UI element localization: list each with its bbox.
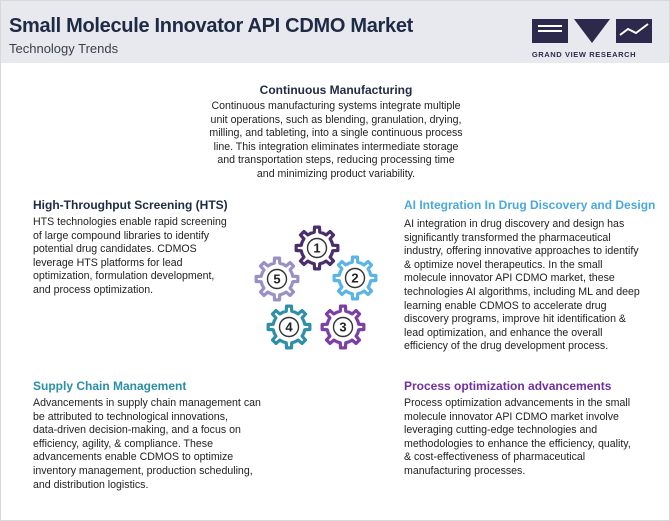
text-line: molecule innovator API CDMO market, these	[404, 272, 615, 285]
text-line: and distribution logistics.	[33, 478, 149, 491]
ai-integration-text	[404, 218, 666, 354]
process-optimization-title: Process optimization advancements	[404, 379, 612, 393]
text-line: inventory management, production scheduling,	[33, 464, 253, 477]
continuous-manufacturing-title: Continuous Manufacturing	[259, 83, 413, 97]
text-line: & cost-effectiveness of pharmaceutical	[404, 451, 586, 464]
text-line: line. This integration eliminates intermediate storage	[213, 140, 459, 153]
gear-4-icon	[268, 306, 310, 348]
gear-number: 4	[285, 319, 293, 335]
text-line: optimization, formulation development,	[33, 270, 215, 283]
continuous-manufacturing-text	[184, 100, 488, 182]
gear-number: 2	[351, 270, 359, 286]
text-line: and transportation steps, reducing processing time	[217, 154, 455, 167]
gear-number: 1	[313, 240, 321, 256]
brand-name: GRAND VIEW RESEARCH	[531, 50, 637, 59]
text-line: advancements enable CDMOS to optimize	[33, 451, 234, 464]
text-line: & optimize novel therapeutics. In the small	[404, 258, 603, 271]
text-line: lead optimization, and enhance the overall	[404, 326, 603, 339]
text-line: and minimizing product variability.	[256, 167, 416, 180]
text-line: manufacturing processes.	[404, 464, 526, 477]
text-line: milling, and tableting, into a single continuous process	[209, 127, 463, 140]
text-line: data-driven decision-making, and a focus on	[33, 424, 241, 437]
text-line: technologies AI algorithms, including ML and deep	[404, 285, 640, 298]
hts-title: High-Throughput Screening (HTS)	[33, 198, 228, 212]
text-line: of large compound libraries to identify	[33, 229, 210, 242]
gear-number: 5	[273, 271, 281, 287]
supply-chain-title: Supply Chain Management	[33, 379, 187, 393]
page-subtitle: Technology Trends	[9, 41, 119, 56]
text-line: leveraging cutting-edge technologies and	[404, 424, 598, 437]
text-line: unit operations, such as blending, granulation, drying,	[210, 113, 462, 126]
page-title: Small Molecule Innovator API CDMO Market	[9, 15, 414, 37]
text-line: leverage HTS platforms for lead	[33, 256, 183, 269]
gears-diagram	[251, 223, 381, 353]
header-bar	[1, 1, 670, 63]
ai-integration-title: AI Integration In Drug Discovery and Design	[404, 198, 656, 212]
text-line: Continuous manufacturing systems integrate multiple	[211, 100, 461, 112]
text-line: discovery programs, improve hit identification &	[404, 313, 626, 326]
supply-chain-text	[33, 397, 283, 492]
text-line: and process optimization.	[33, 283, 154, 296]
text-line: potential drug candidates. CDMOS	[33, 243, 197, 256]
gear-1-icon	[296, 227, 338, 269]
text-line: learning enable CDMOS to accelerate drug	[404, 299, 607, 312]
text-line: efficiency of the drug development process.	[404, 340, 609, 353]
gear-number: 3	[339, 319, 347, 335]
text-line: methodologies to enhance the efficiency, quality,	[404, 437, 631, 450]
gear-2-icon	[334, 257, 376, 299]
text-line: significantly transformed the pharmaceutical	[404, 231, 611, 244]
gear-5-icon	[256, 258, 298, 300]
text-line: AI integration in drug discovery and design has	[404, 218, 625, 230]
text-line: industry, offering innovative approaches to identify	[404, 245, 639, 258]
hts-text	[33, 216, 253, 298]
text-line: Process optimization advancements in the small	[404, 397, 631, 409]
text-line: efficiency, agility, & compliance. These	[33, 437, 213, 450]
text-line: molecule innovator API CDMO market involve	[404, 410, 619, 423]
text-line: Advancements in supply chain management can	[33, 397, 261, 409]
gear-3-icon	[322, 306, 364, 348]
text-line: HTS technologies enable rapid screening	[33, 216, 227, 228]
process-optimization-text	[404, 397, 666, 479]
text-line: be attributed to technological innovations,	[33, 410, 228, 423]
